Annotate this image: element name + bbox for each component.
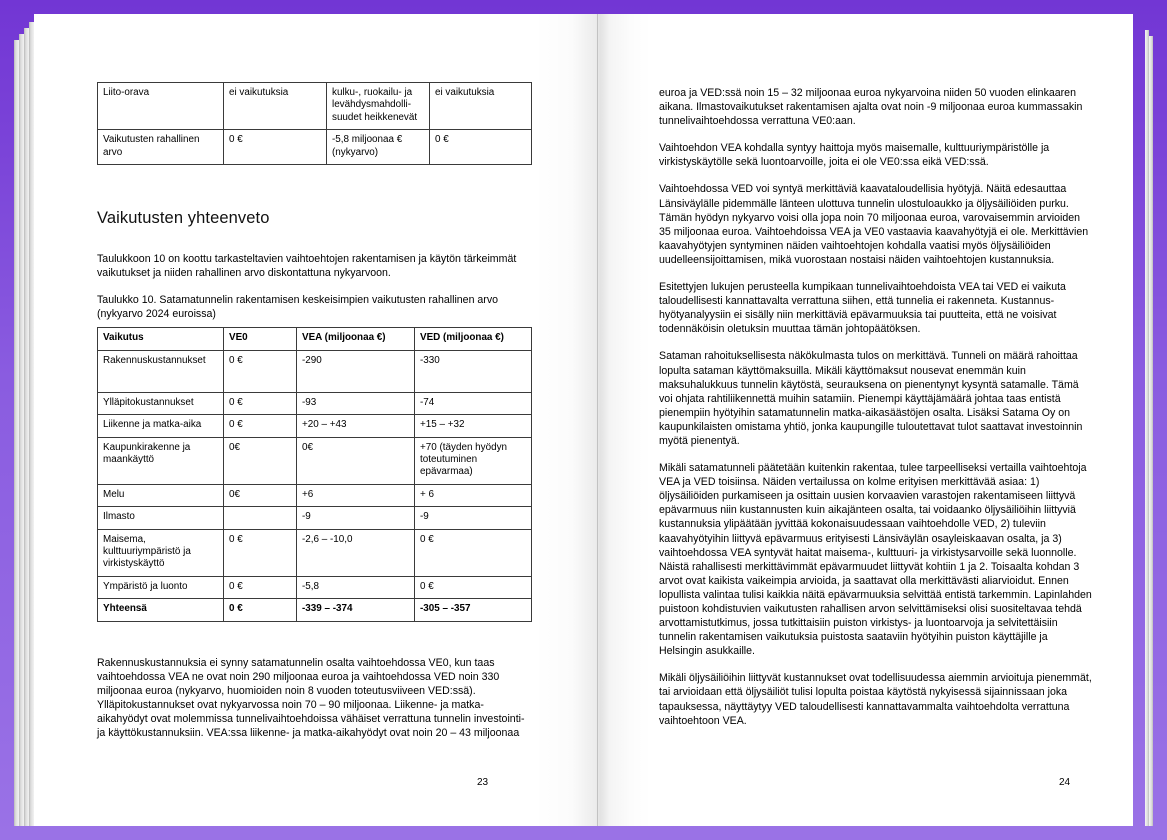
table-cell: 0 €	[224, 415, 297, 437]
table-cell: +6	[297, 484, 415, 506]
table-cell	[224, 507, 297, 529]
table-row	[98, 576, 532, 598]
table-cell: Ympäristö ja luonto	[98, 576, 224, 598]
table-cell: Liikenne ja matka-aika	[98, 415, 224, 437]
table-cell: +15 – +32	[415, 415, 532, 437]
table-cell: Vaikutusten rahallinen arvo	[98, 130, 224, 165]
table-row	[98, 350, 532, 392]
page-right-content	[659, 86, 1093, 741]
table-header-cell: VEA (miljoonaa €)	[297, 328, 415, 350]
table-cell: -330	[415, 350, 532, 392]
body-paragraph: Mikäli satamatunneli päätetään kuitenkin rakentaa, tulee tarpeelliseksi vertailla vaihtoehtoja VEA ja VED toisiinsa. Näiden vertailussa on kolme erityisen merkittävää asiaa: 1) öljysäiliöiden purkamiseen ja osittain uusien korvaavien varastojen rakentamiseen liittyvä epävarmuus niin kustannusten kuin aikajänteen osalta, tai voidaanko öljysäiliöihin liittyviä kustannuksia ylipäätään jyvittää kokonaisuudessaan vaihtoehdolle VED, 2) tuleviin kaavahyötyihin liittyvä epävarmuus erityisesti Länsiväylän osayleiskaavan osalta, ja 3) vaihtoehdossa VEA syntyvät haitat maisema-, kulttuuri- ja virkistysarvoille sekä luonnolle. Näistä rahallisesti merkittävimmät epävarmuudet liittyvät kohtiin 1 ja 2. Toisaalta kohdan 3 arvot ovat kaikista vaikeimpia arvioida, ja saattavat olla merkittävästi aliarvioidut. Ennen lopullista valintaa tulisi kaikkia näitä epävarmuuksia selvittää entistä tarkemmin. Lapinlahden puistoon kohdistuvien vaikutusten rahallisen arvon selvittämiseksi olisi suositeltavaa tehdä arvottamistutkimus, jossa tutkittaisiin puiston virkistys- ja luontoarvoja ja selvitettäisiin tunnelin rakentamisen vaikutuksia puistosta saataviin hyötyihin puiston käyttäjille ja Helsingin asukkaille.	[659, 462, 1092, 658]
table-cell: +20 – +43	[297, 415, 415, 437]
page-stack-edge-right	[1145, 30, 1149, 826]
intro-paragraph: Taulukkoon 10 on koottu tarkasteltavien vaihtoehtojen rakentamisen ja käytön tärkeimmät vaikutukset ja niiden rahallinen arvo diskontattuna nykyarvoon.	[97, 253, 517, 280]
book-spread	[14, 14, 1153, 826]
table-row	[98, 507, 532, 529]
table-row-total	[98, 599, 532, 621]
table-cell: Ylläpitokustannukset	[98, 392, 224, 414]
table-row	[98, 484, 532, 506]
table-row	[98, 392, 532, 414]
spacer	[97, 165, 531, 209]
table-cell: 0€	[224, 484, 297, 506]
body-paragraph: Vaihtoehdossa VED voi syntyä merkittäviä kaavataloudellisia hyötyjä. Näitä edesauttaa Länsiväylälle pidemmälle länteen ulottuva tunnelin ulostuloaukko ja öljysäiliöiden purku. Tämän hyödyn nykyarvo voisi olla jopa noin 70 miljoonaa euroa, varovaisemmin arvioiden 35 miljoonaa euroa. Vaihtoehdoissa VEA ja VE0 vastaavia kaavahyötyjä ei ole. Merkittävien kaavahyötyjen syntyminen näiden vaihtoehtojen kohdalla vaatisi myös öljysäiliöiden uudelleensijoittamisen, mikä vuorostaan nostaisi näiden vaihtoehtojen kustannuksia.	[659, 183, 1089, 266]
table-cell: -5,8	[297, 576, 415, 598]
closing-paragraph: Rakennuskustannuksia ei synny satamatunnelin osalta vaihtoehdossa VE0, kun taas vaihtoehdossa VEA ne ovat noin 290 miljoonaa euroa ja vaihtoehdossa VED noin 330 miljoonaa euroa (nykyarvo, huomioiden noin 8 vuoden toteutusviiveen VED:ssä). Ylläpitokustannukset ovat nykyarvossa noin 70 – 90 miljoonaa. Liikenne- ja matka-aikahyödyt ovat molemmissa tunnelivaihtoehdoissa vähäiset verrattuna tunnelin investointi- ja käyttökustannuksiin. VEA:ssa liikenne- ja matka-aikahyödyt ovat noin 20 – 43 miljoonaa	[97, 656, 525, 740]
table-cell: Ilmasto	[98, 507, 224, 529]
page-left-content	[97, 82, 531, 753]
page-stack-edge-right	[1149, 36, 1153, 826]
table-cell: -74	[415, 392, 532, 414]
table-cell: -9	[415, 507, 532, 529]
table-cell: 0 €	[415, 576, 532, 598]
table-cell: 0 €	[224, 576, 297, 598]
table-cell: 0€	[224, 437, 297, 484]
table-cell: 0 €	[224, 599, 297, 621]
table-cell: 0€	[297, 437, 415, 484]
body-paragraph: Vaihtoehdon VEA kohdalla syntyy haittoja myös maisemalle, kulttuuriympäristölle ja virkistyskäytölle sekä luontoarvoille, joita ei ole VE0:ssa eikä VED:ssä.	[659, 142, 1050, 169]
table-row	[98, 529, 532, 576]
section-heading: Vaikutusten yhteenveto	[97, 209, 270, 228]
table-cell: 0 €	[415, 529, 532, 576]
table-header-cell: Vaikutus	[98, 328, 224, 350]
table-row	[98, 415, 532, 437]
continued-table	[97, 82, 532, 165]
table-cell: ei vaikutuksia	[224, 83, 327, 130]
table-cell: -2,6 – -10,0	[297, 529, 415, 576]
impacts-table	[97, 327, 532, 621]
table-cell: -290	[297, 350, 415, 392]
page-right	[572, 14, 1133, 826]
table-cell: 0 €	[224, 392, 297, 414]
page-number-left: 23	[477, 777, 489, 788]
body-paragraph: Mikäli öljysäiliöihin liittyvät kustannukset ovat todellisuudessa aiemmin arvioituja pienemmät, tai arvioidaan että öljysäiliöt tulisi lopulta poistaa käytöstä nykyisessä sijainnissaan joka tapauksessa, näyttäytyy VED taloudellisesti kannattavammalta vaihtoehdolta verrattuna vaihtoehtoon VEA.	[659, 672, 1092, 727]
table-row	[98, 83, 532, 130]
table-cell: 0 €	[224, 350, 297, 392]
table-cell: -9	[297, 507, 415, 529]
table-cell: + 6	[415, 484, 532, 506]
table-cell: 0 €	[430, 130, 532, 165]
table-cell: Melu	[98, 484, 224, 506]
page-left	[34, 14, 595, 826]
body-paragraph: Sataman rahoituksellisesta näkökulmasta tulos on merkittävä. Tunneli on määrä rahoittaa lopulta sataman käyttömaksuilla. Mikäli käyttömaksut nousevat enemmän kuin maksuhalukkuus tunnelin käytöstä, seurauksena on pienentynyt kysyntä satamalle. Tämä voi ohjata rahtiliikennettä muihin satamiin. Pienempi käyttäjämäärä johtaa taas entistä pienempiin hyötyihin satamatunnelin matka-aikasäästöjen osalta. Lisäksi Satama Oy on kaupunkilaisten omistama yhtiö, jonka kaupungille tuloutettavat tulot saattavat investoinnin myötä pienentyä.	[659, 350, 1083, 447]
table-cell: 0 €	[224, 529, 297, 576]
table-cell: -305 – -357	[415, 599, 532, 621]
page-number-right: 24	[1059, 777, 1071, 788]
table-cell: Maisema, kulttuuriympäristö ja virkistyskäyttö	[98, 529, 224, 576]
table-header-cell: VE0	[224, 328, 297, 350]
table-cell: ei vaikutuksia	[430, 83, 532, 130]
table-cell: Yhteensä	[98, 599, 224, 621]
table-row	[98, 130, 532, 165]
table-caption: Taulukko 10. Satamatunnelin rakentamisen keskeisimpien vaikutusten rahallinen arvo (nykyarvo 2024 euroissa)	[97, 294, 499, 321]
table-cell: Liito-orava	[98, 83, 224, 130]
table-cell: -93	[297, 392, 415, 414]
book-spine-line	[597, 14, 598, 826]
body-paragraph: Esitettyjen lukujen perusteella kumpikaan tunnelivaihtoehdoista VEA tai VED ei vaikuta taloudellisesti kannattavalta verrattuna siihen, että tunnelia ei rakenneta. Kustannus-hyötyanalyysiin ei sisälly niin merkittäviä epävarmuuksia tai puutteita, että ne voisivat todennäköisin oletuksin muuttaa tämän johtopäätöksen.	[659, 281, 1066, 336]
table-cell: kulku-, ruokailu- ja levähdysmahdolli-suudet heikkenevät	[327, 83, 430, 130]
table-header-row	[98, 328, 532, 350]
table-cell: -339 – -374	[297, 599, 415, 621]
table-cell: 0 €	[224, 130, 327, 165]
table-cell: +70 (täyden hyödyn toteutuminen epävarmaa)	[415, 437, 532, 484]
table-cell: Kaupunkirakenne ja maankäyttö	[98, 437, 224, 484]
table-cell: -5,8 miljoonaa € (nykyarvo)	[327, 130, 430, 165]
table-cell: Rakennuskustannukset	[98, 350, 224, 392]
body-paragraph: euroa ja VED:ssä noin 15 – 32 miljoonaa euroa nykyarvoina niiden 50 vuoden elinkaaren aikana. Ilmastovaikutukset rakentamisen ajalta ovat noin -9 miljoonaa euroa kummassakin tunnelivaihtoehdossa verrattuna VE0:aan.	[659, 87, 1083, 128]
table-header-cell: VED (miljoonaa €)	[415, 328, 532, 350]
table-row	[98, 437, 532, 484]
spacer	[97, 622, 531, 656]
